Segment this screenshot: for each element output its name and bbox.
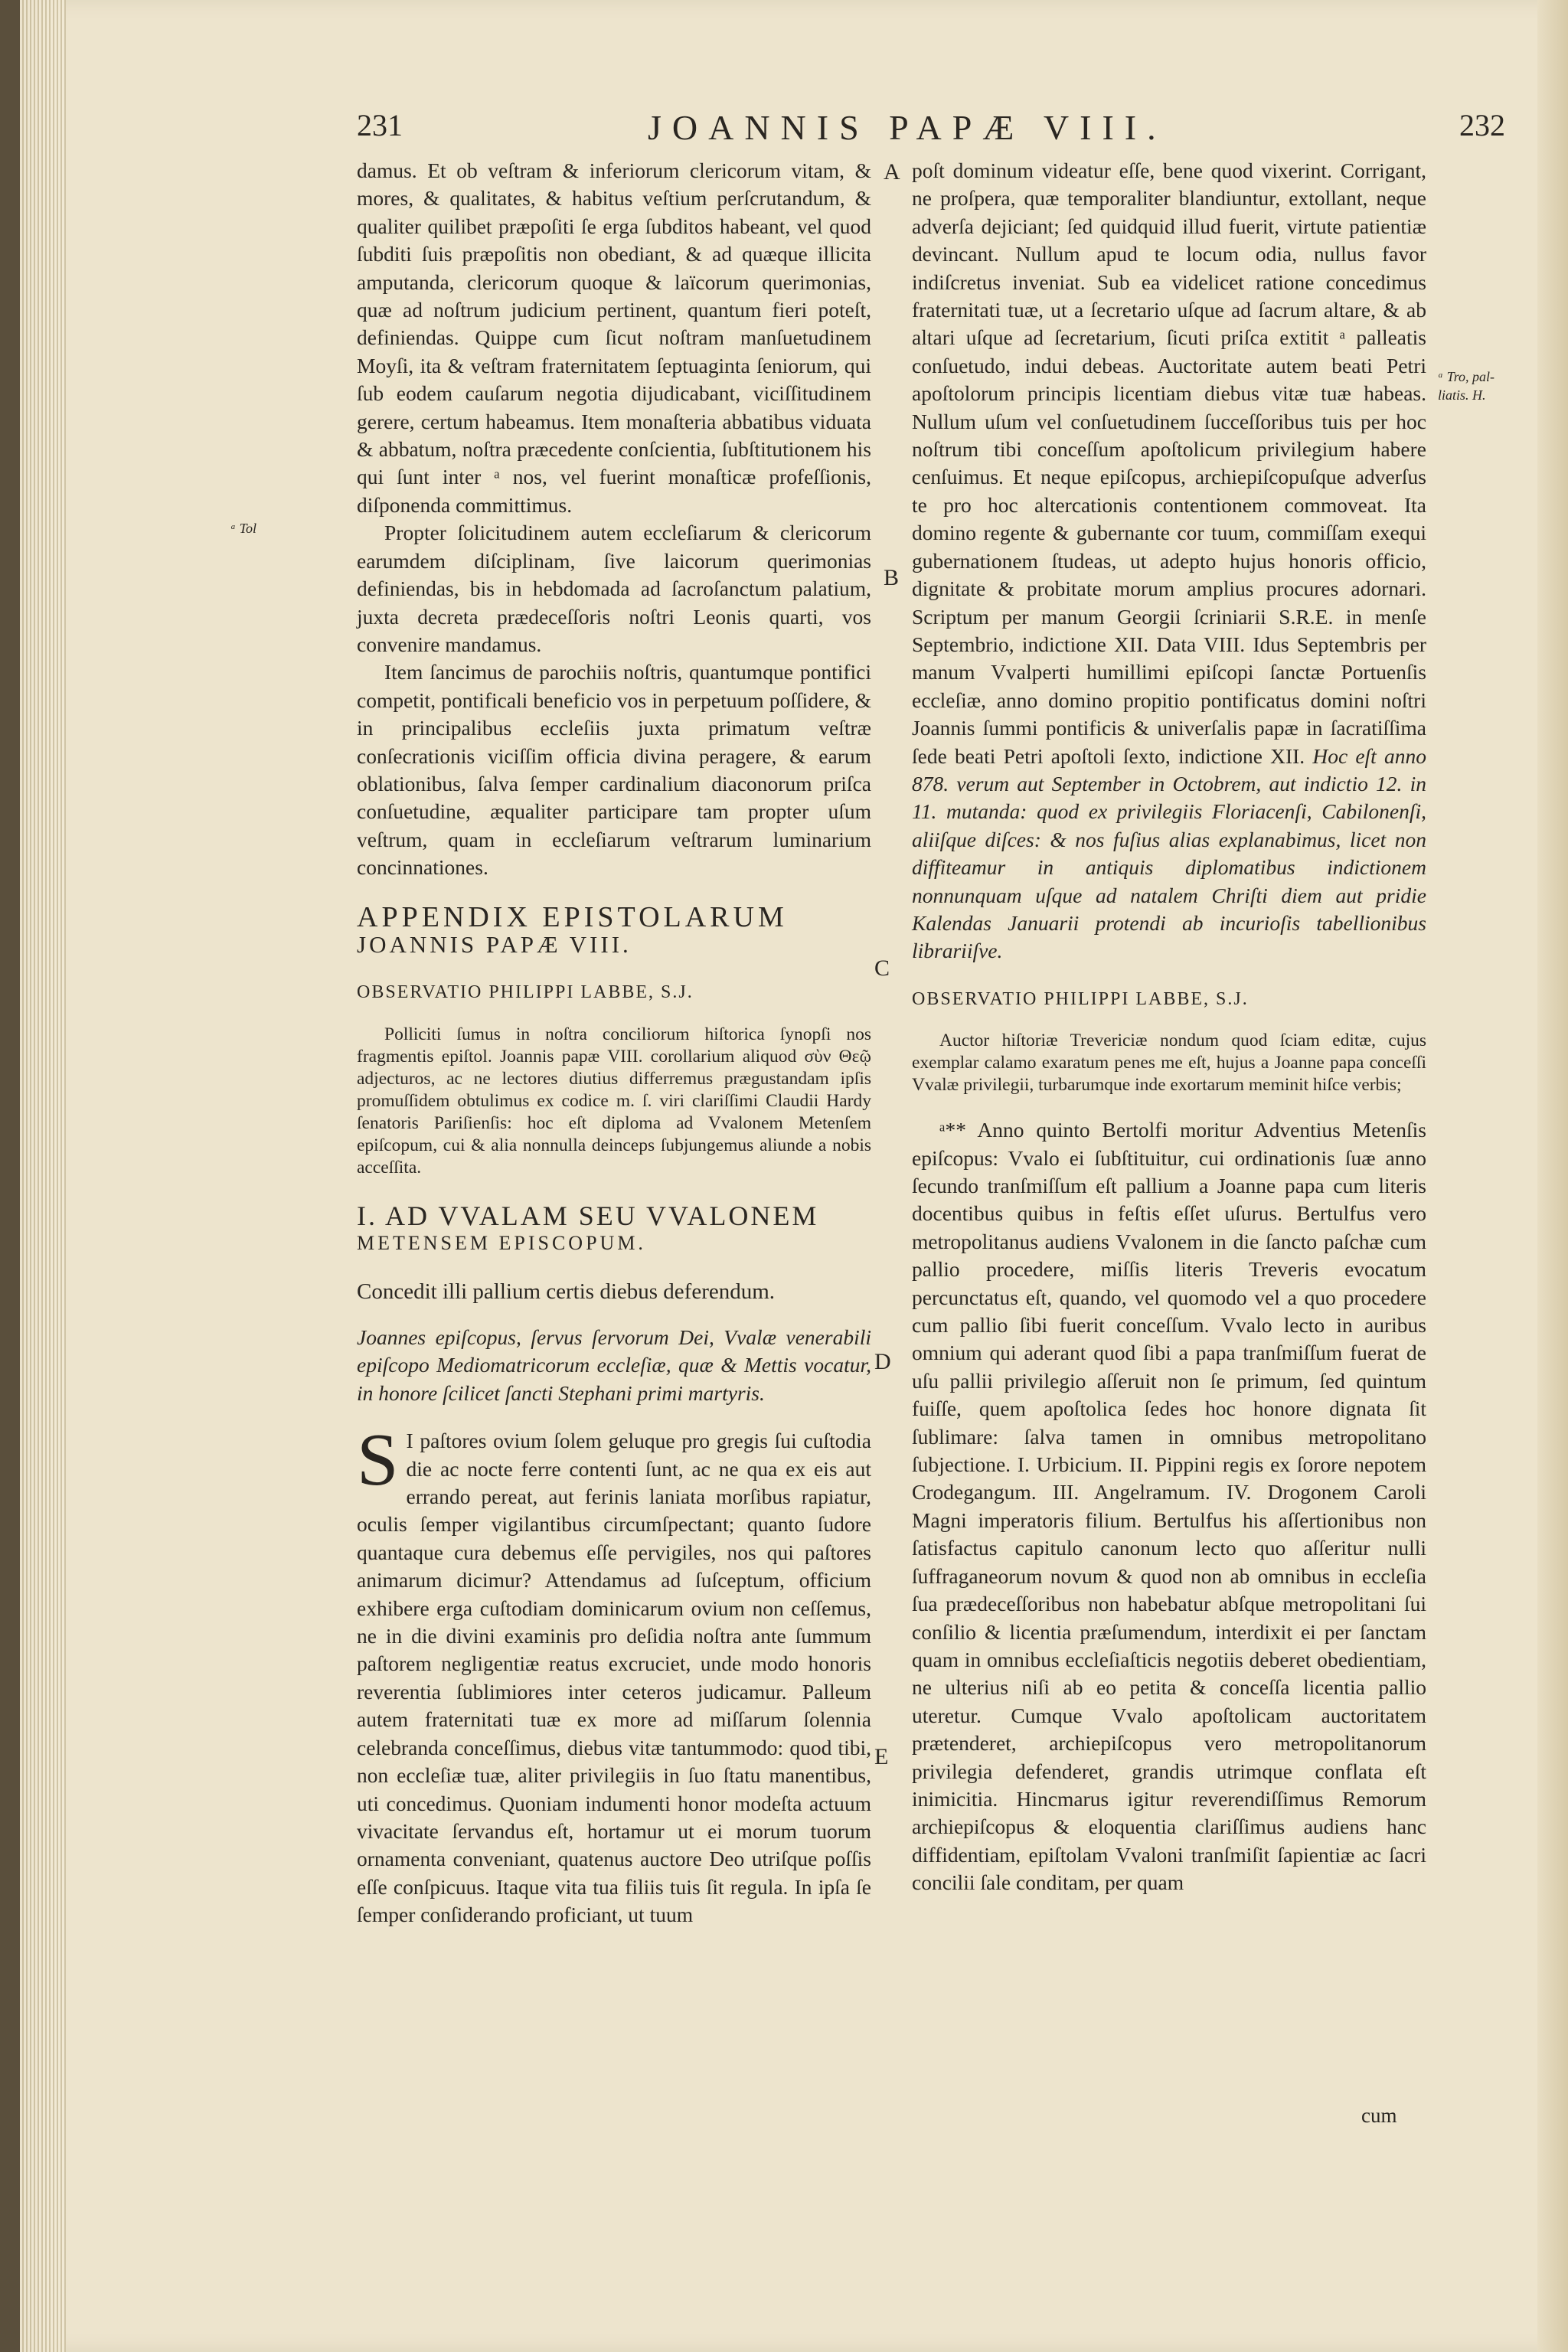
- letter-body: [357, 1419, 871, 1929]
- page-number-right: 232: [1459, 108, 1505, 142]
- running-title: JOANNIS PAPÆ VIII.: [648, 108, 1167, 147]
- catchword: cum: [1361, 2104, 1397, 2127]
- appendix-subtitle: JOANNIS PAPÆ VIII.: [357, 930, 632, 958]
- right-paragraph-1-note: Hoc eſt anno 878. verum aut September in Octobrem, aut indictio 12. in 11. mutanda: quod ex privilegiis Floriacenſi, Cabilonenſi, aliiſque diſces: & nos fuſius alias explanabimus, licet non diffiteamur in antiquis diplomatibus indictionem nonnunquam uſque ad natalem Chriſti diem aut pridie Kalendas Januarii protendi ab incurioſis tabellionibus librariiſve.: [912, 743, 1426, 963]
- margin-letter-a: A: [884, 159, 900, 185]
- page-edge-left: [20, 0, 66, 2352]
- margin-letter-e: E: [874, 1744, 889, 1769]
- right-paragraph-1-text: poſt dominum videatur eſſe, bene quod vixerint. Corrigant, ne proſpera, quæ temporaliter blandiuntur, extollant, neque adverſa dejiciant; ſed quidquid illud fuerit, virtute patientiæ devincant. Nullum apud te locum odia, nullus favor indiſcretus inveniat. Sub ea videlicet ratione concedimus fraternitati tuæ, ut a ſecretario uſque ad ſacrum altare, & ab altari uſque ad ſecretarium, ſicuti priſca extitit ᵃ palleatis conſuetudo, indui debeas. Auctoritate autem beati Petri apoſtolorum principis licentiam diebus vitæ tuæ habeas. Nullum uſum vel conſuetudinem ſucceſſoribus tuis per hoc noſtrum tibi conceſſum apoſtolicum privilegium habere cenſuimus. Et neque epiſcopus, archiepiſcopuſque adverſus te pro hoc altercationis contentionem commoveat. Ita domino regente & gubernante cor tuum, commiſſam exequi gubernationem ſtudeas, ut adepto hujus honoris officio, dignitate & probitate morum amplius procures adornari. Scriptum per manum Georgii ſcriniarii S.R.E. in menſe Septembrio, indictione XII. Data VIII. Idus Septembris per manum Vvalperti humillimi epiſcopi ſanctæ Portuenſis eccleſiæ, anno domino propitio pontificatus domini noſtri Joannis ſummi pontificis & univerſalis papæ in ſacratiſſima ſede beati Petri apoſtoli ſexto, indictione XII.: [912, 158, 1426, 768]
- observation-heading-2: OBSERVATIO PHILIPPI LABBE, S.J.: [912, 988, 1249, 1009]
- margin-note-left: ᵃ Tol: [230, 521, 257, 536]
- margin-letter-b: B: [884, 565, 900, 590]
- running-header: [357, 107, 1505, 153]
- letter-body-text: I paſtores ovium ſolem geluque pro gregis ſui cuſtodia die ac nocte ferre contenti ſunt, ac ne qua ex eis aut errando pereat, aut ferinis laniata morſibus rapiatur, oculis ſemper vigilantibus circumſpectant; quanto ſudore quantaque cura debemus eſſe pervigiles, nos qui paſtores animarum dicimur? Attendamus ad ſuſceptum, officium exhibere erga cuſtodiam dominicarum ovium non ceſſemus, ne in die divini examinis pro deſidia noſtra ante ſummum paſtorem negligentiæ reatus excruciet, unde modo honoris reverentia ſublimiores inter ceteros judicamur. Palleum autem fraternitati tuæ ex more ad miſſarum ſolennia celebranda conceſſimus, diebus vitæ tantummodo: quod tibi, non eccleſiæ tuæ, aliter privilegiis in ſuo ſtatu manentibus, uti concedimus. Quoniam indumenti honor modeſta actuum vivacitate ſervandus eſt, hortamur ut ei morum tuorum ornamenta conveniant, quatenus auctore Deo utriſque poſſis eſſe conſpicuus. Itaque vita tua filiis tuis ſit regula. In ipſa ſe ſemper conſiderando proficiant, ut tuum: [357, 1429, 871, 1927]
- letter-summary: Concedit illi pallium certis diebus deferendum.: [357, 1279, 776, 1304]
- letter-subtitle: METENSEM EPISCOPUM.: [357, 1232, 646, 1255]
- observation-heading-1: OBSERVATIO PHILIPPI LABBE, S.J.: [357, 982, 694, 1003]
- book-page: [20, 0, 1568, 2352]
- page-edge-right: [1537, 0, 1568, 2352]
- margin-letter-c: C: [874, 956, 890, 981]
- drop-cap: S: [357, 1419, 399, 1502]
- observation-text-1: Polliciti ſumus in noſtra conciliorum hiſtorica ſynopſi nos fragmentis epiſtol. Joannis papæ VIII. corollarium aliquod σὺν Θεῷ adjecturos, ac ne lectores diutius differremus prægustandam ipſis promuſſidem obtulimus ex codice m. ſ. viri clariſſimi Claudii Hardy ſenatoris Pariſienſis: hoc eſt diploma ad Vvalonem Metenſem epiſcopum, cui & alia nonnulla deinceps ſubjungemus aliunde a nobis acceſſita.: [357, 1024, 871, 1178]
- page-number-left: 231: [357, 108, 403, 142]
- left-column: [357, 157, 871, 1929]
- margin-letter-d: D: [874, 1349, 891, 1374]
- observation-text-2: Auctor hiſtoriæ Trevericiæ nondum quod ſciam editæ, cujus exemplar calamo exaratum penes me eſt, hujus a Joanne papa conceſſi Vvalæ privilegii, turbarumque inde exortarum meminit hiſce verbis;: [912, 1031, 1426, 1096]
- appendix-title: APPENDIX EPISTOLARUM: [357, 900, 788, 933]
- left-paragraph-3: Item ſancimus de parochiis noſtris, quantumque pontifici competit, pontificali beneficio vos in perpetuum poſſidere, & in principalibus eccleſiis juxta primatum veſtræ conſecrationis viciſſim officia divina peragere, & earum oblationibus, ſalva ſemper cardinalium diaconorum priſca conſuetudine, æqualiter participare tam propter uſum veſtrum, quam in eccleſiarum veſtrarum luminarium concinnationes.: [357, 660, 871, 880]
- right-column: [912, 157, 1426, 1897]
- chronicle-excerpt: ᵃ** Anno quinto Bertolfi moritur Adventius Metenſis epiſcopus: Vvalo ei ſubſtituitur, cui ordinationis ſuæ anno ſecundo tranſmiſſum eſt pallium a Joanne papa cum literis docentibus quibus in feſtis eſſet uſurus. Bertulfus vero metropolitanus audiens Vvalonem in die ſancto paſchæ cum pallio procedere, miſſis literis Treveris evocatum percunctatus eſt, quando, vel quomodo vel a quo procedere cum pallio ſibi fuerit conceſſum. Vvalo lecto in auribus omnium qui aderant quod ſibi a papa tranſmiſſum fuerat de uſu pallii privilegio aſſeruit non ſe primum, ſed quintum fuiſſe, quem apoſtolica ſedes hoc honore dignata ſit ſublimare: ſalva tamen in omnibus metropolitano ſubjectione. I. Urbicium. II. Pippini regis ex ſorore nepotem Crodegangum. III. Angelramum. IV. Drogonem Caroli Magni imperatoris filium. Bertulfus his aſſertionibus non ſatisfactus capitulo canonum lecto quo aſſeritur nulli ſuffraganeorum novum & quod non ab omnibus in eccleſia ſua prædeceſſoribus non habebatur abſque metropolitani ſui conſilio & licentia præſumendum, interdixit ei per ſanctam quam in omnibus eccleſiaſticis negotiis deberet obedientiam, ne ulterius niſi ab eo petita & conceſſa licentia pallio uteretur. Cumque Vvalo apoſtolicam auctoritatem prætenderet, archiepiſcopus vero metropolitanorum privilegia defenderet, grandis utrimque conflata eſt inimicitia. Hincmarus igitur reverendiſſimus Remorum archiepiſcopus & eloquentia clariſſimus audiens hanc diffidentiam, epiſtolam Vvaloni tranſmiſit ſapientiæ ac ſacri concilii ſale conditam, per quam: [912, 1118, 1426, 1895]
- margin-note-right: ᵃ Tro, pal-liatis. H.: [1438, 369, 1495, 403]
- left-paragraph-1: damus. Et ob veſtram & inferiorum clericorum vitam, & mores, & qualitates, & habitus veſtium perſcrutandum, & qualiter quilibet præpoſiti ſe erga ſubditos habeant, vel quod ſubditi ſuis præpoſitis non obediant, & ad quæque illicita amputanda, clericorum quoque & laïcorum querimonias, quæ ad noſtrum judicium pertinent, quantum fieri poteſt, definiendas. Quippe cum ſicut noſtram manſuetudinem Moyſi, ita & veſtram fraternitatem ſeptuaginta ſeniorum, qui ſub eodem cauſarum negotia dijudicabant, viciſſitudinem gerere, certum habeamus. Item monaſteria abbatibus viduata & abbatum, noſtra præcedente conſcientia, ſubſtitutionem his qui ſunt inter ᵃ nos, vel fuerint monaſticæ profeſſionis, diſponenda committimus.: [357, 158, 871, 517]
- letter-title: I. AD VVALAM SEU VVALONEM: [357, 1200, 819, 1231]
- right-paragraph-1: [912, 157, 1426, 965]
- letter-address: Joannes epiſcopus, ſervus ſervorum Dei, Vvalæ venerabili epiſcopo Mediomatricorum eccleſiæ, quæ & Mettis vocatur, in honore ſcilicet ſancti Stephani primi martyris.: [357, 1325, 871, 1405]
- left-paragraph-2: Propter ſolicitudinem autem eccleſiarum & clericorum earumdem diſciplinam, ſive laicorum querimonias definiendas, bis in hebdomada ad ſacroſanctum palatium, juxta decreta prædeceſſoris noſtri Leonis quarti, vos convenire mandamus.: [357, 521, 871, 656]
